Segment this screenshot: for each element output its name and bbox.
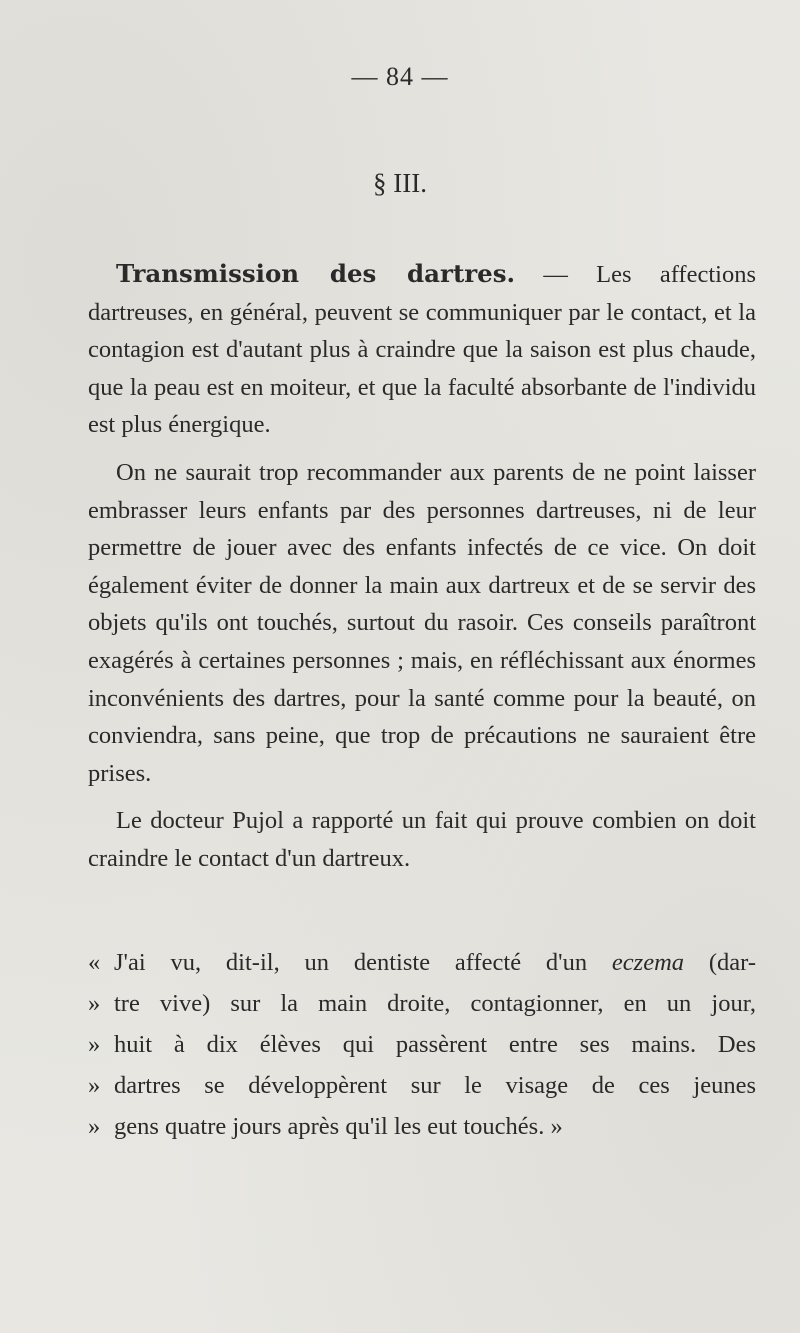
quote-text: (dar- [684,948,756,976]
quote-line [88,942,756,983]
quote-marker: » [88,1071,101,1099]
paragraph-2: On ne saurait trop recommander aux parents de ne point laisser embrasser leurs enfants par des personnes dartreuses, ni de leur permettre de jouer avec des enfants infectés de ce vice. On doit également éviter de donner la main aux dartreux et de se servir des objets qu'ils ont touchés, surtout du rasoir. Ces conseils paraîtront exagérés à certaines personnes ; mais, en réfléchissant aux énormes inconvénients des dartres, pour la santé comme pour la beauté, on conviendra, sans peine, que trop de précautions ne sauraient être prises. [88,458,756,787]
quotation-block [88,942,756,1147]
quote-marker: » [88,1112,101,1140]
section-heading: § III. [373,168,427,198]
quote-marker: « [88,948,101,976]
quote-emphasis: eczema [611,948,685,976]
quote-text: dartres se développèrent sur le visage de ces jeunes [114,1071,756,1099]
paragraph-3: Le docteur Pujol a rapporté un fait qui prouve combien on doit craindre le contact d'un dartreux. [88,807,756,872]
quote-line [88,1106,756,1147]
quote-text: gens quatre jours après qu'il les eut touchés. » [114,1112,563,1140]
quote-line [88,1065,756,1106]
paragraph-1 [88,255,756,444]
quote-marker: » [88,1030,101,1058]
quote-text: J'ai vu, dit-il, un dentiste affecté d'un [114,948,612,976]
quote-text: tre vive) sur la main droite, contagionner, en un jour, [114,989,756,1017]
quote-line [88,1024,756,1065]
page-number-header: — 84 — [351,62,449,91]
quote-line [88,983,756,1024]
paragraph-1-text: — Les affections dartreuses, en général, peuvent se communiquer par le contact, et la contagion est d'autant plus à craindre que la saison est plus chaude, que la peau est en moiteur, et que la faculté absorbante de l'individu est plus énergique. [88,261,756,439]
quote-text: huit à dix élèves qui passèrent entre ses mains. Des [114,1030,756,1058]
paragraph-title: Transmission des dartres. [116,259,516,288]
page-body [88,255,756,1147]
quote-marker: » [88,989,101,1017]
